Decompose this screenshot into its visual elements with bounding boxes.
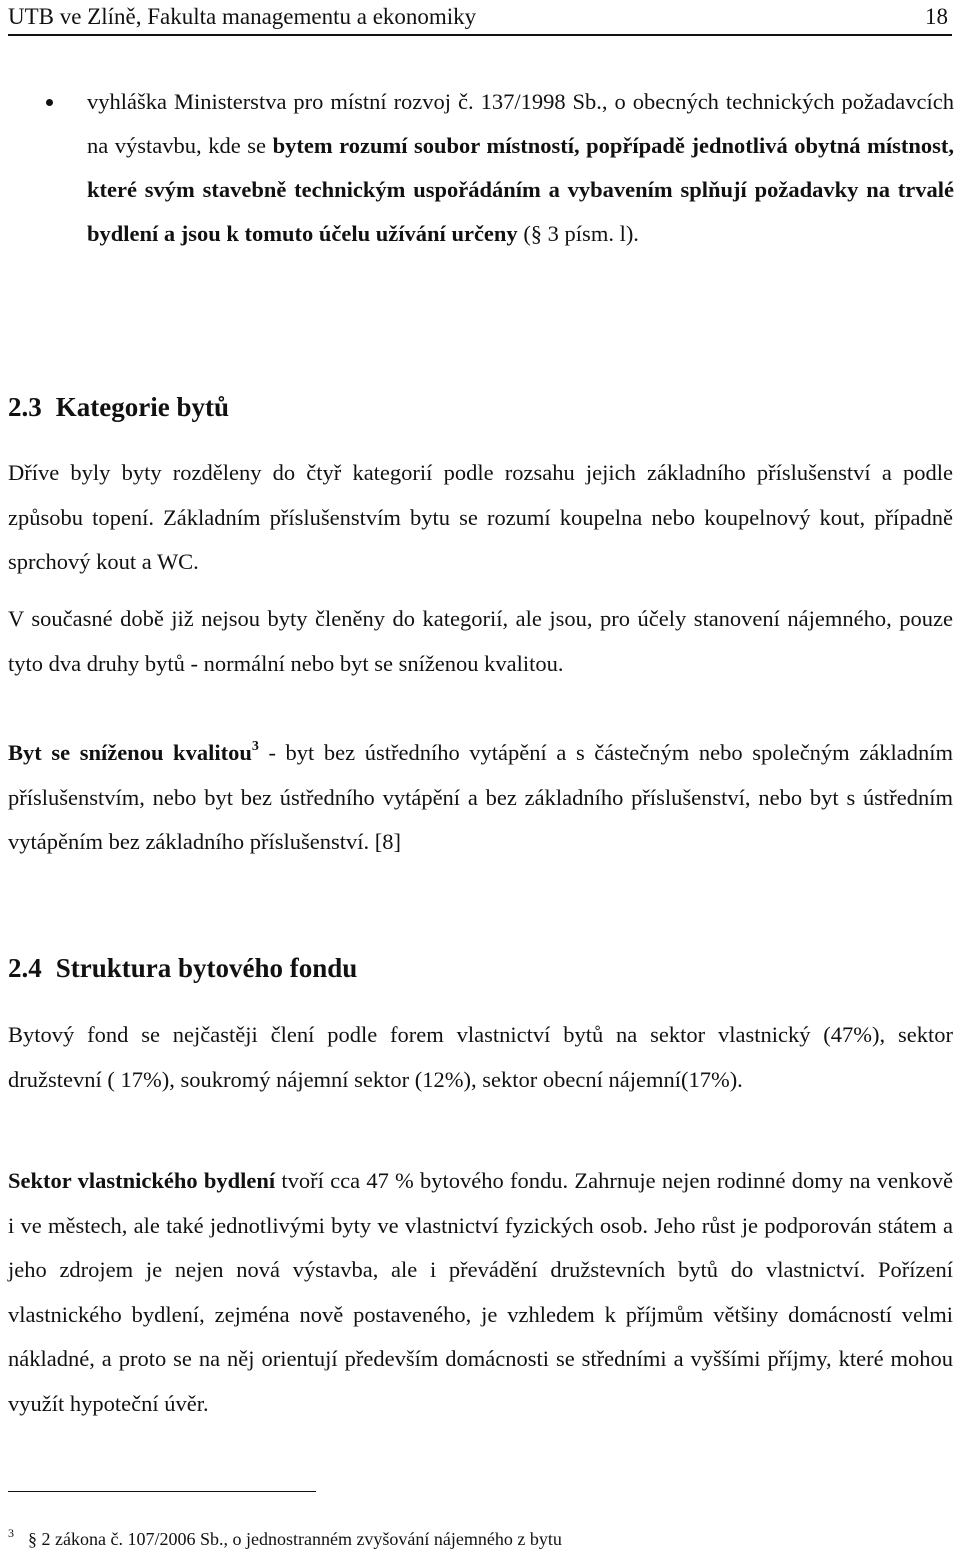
paragraph-text: tvoří cca 47 % bytového fondu. Zahrnuje nejen rodinné domy na venkově i ve městech, ale také jednotlivými byty ve vlastnictví fyzických osob. Jeho růst je podporován státem a jeho zdrojem je nejen nová výstavba, ale i převádění družstevních bytů do vlastnictví. Pořízení vlastnického bydlení, zejména nově postaveného, je vzhledem k příjmům většiny domácností velmi nákladné, a proto se na něj orientují především domácnosti se středními a vyššími příjmy, které mohou využít hypoteční úvěr. xyxy=(8,1168,953,1416)
paragraph xyxy=(8,1159,953,1426)
bullet-item xyxy=(40,80,954,256)
footnote-text: § 2 zákona č. 107/2006 Sb., o jednostranném zvyšování nájemného z bytu xyxy=(28,1529,562,1549)
bullet-text-bold: bytem rozumí soubor místností, popřípadě jednotlivá obytná místnost, které svým stavebně technickým uspořádáním a vybavením splňují požadavky na trvalé bydlení a jsou k tomuto účelu užívání určeny xyxy=(87,133,955,246)
section-number: 2.3 xyxy=(8,392,42,422)
page-header xyxy=(8,0,952,36)
paragraph-text: - byt bez ústředního vytápění a s částečným nebo společným základním příslušenstvím, nebo byt bez ústředního vytápění a bez základního příslušenství, nebo byt s ústředním vytápěním bez základního příslušenství. [8] xyxy=(8,740,953,854)
paragraph: Bytový fond se nejčastěji člení podle forem vlastnictví bytů na sektor vlastnický (47%), sektor družstevní ( 17%), soukromý nájemní sektor (12%), sektor obecní nájemní(17%). xyxy=(8,1022,953,1092)
bullet-text xyxy=(87,80,954,256)
paragraph xyxy=(8,731,953,865)
bullet-icon xyxy=(46,99,53,106)
footnote-mark: 3 xyxy=(8,1526,14,1540)
bold-term: Sektor vlastnického bydlení xyxy=(8,1168,276,1193)
footnote-divider xyxy=(8,1491,316,1492)
bullet-text-part1: vyhláška Ministerstva pro místní rozvoj č. 137/1998 Sb., o obecných technických požadavcích na výstavbu, kde se xyxy=(87,89,954,158)
section-number: 2.4 xyxy=(8,953,42,983)
paragraph: Dříve byly byty rozděleny do čtyř kategorií podle rozsahu jejich základního příslušenství a podle způsobu topení. Základním příslušenstvím bytu se rozumí koupelna nebo koupelnový kout, případně sprchový kout a WC. xyxy=(8,460,953,574)
bold-term: Byt se sníženou kvalitou xyxy=(8,740,252,765)
paragraph: V současné době již nejsou byty členěny do kategorií, ale jsou, pro účely stanovení nájemného, pouze tyto dva druhy bytů - normální nebo byt se sníženou kvalitou. xyxy=(8,606,953,676)
bullet-text-part2: (§ 3 písm. l). xyxy=(517,221,639,246)
footnote xyxy=(8,1528,562,1550)
section-heading-2-3 xyxy=(8,392,229,423)
section-title: Struktura bytového fondu xyxy=(55,953,358,983)
page-number: 18 xyxy=(925,4,948,29)
header-title: UTB ve Zlíně, Fakulta managementu a ekonomiky xyxy=(8,4,477,29)
section-title: Kategorie bytů xyxy=(55,392,229,422)
section-heading-2-4 xyxy=(8,953,357,984)
footnote-reference: 3 xyxy=(251,739,259,754)
